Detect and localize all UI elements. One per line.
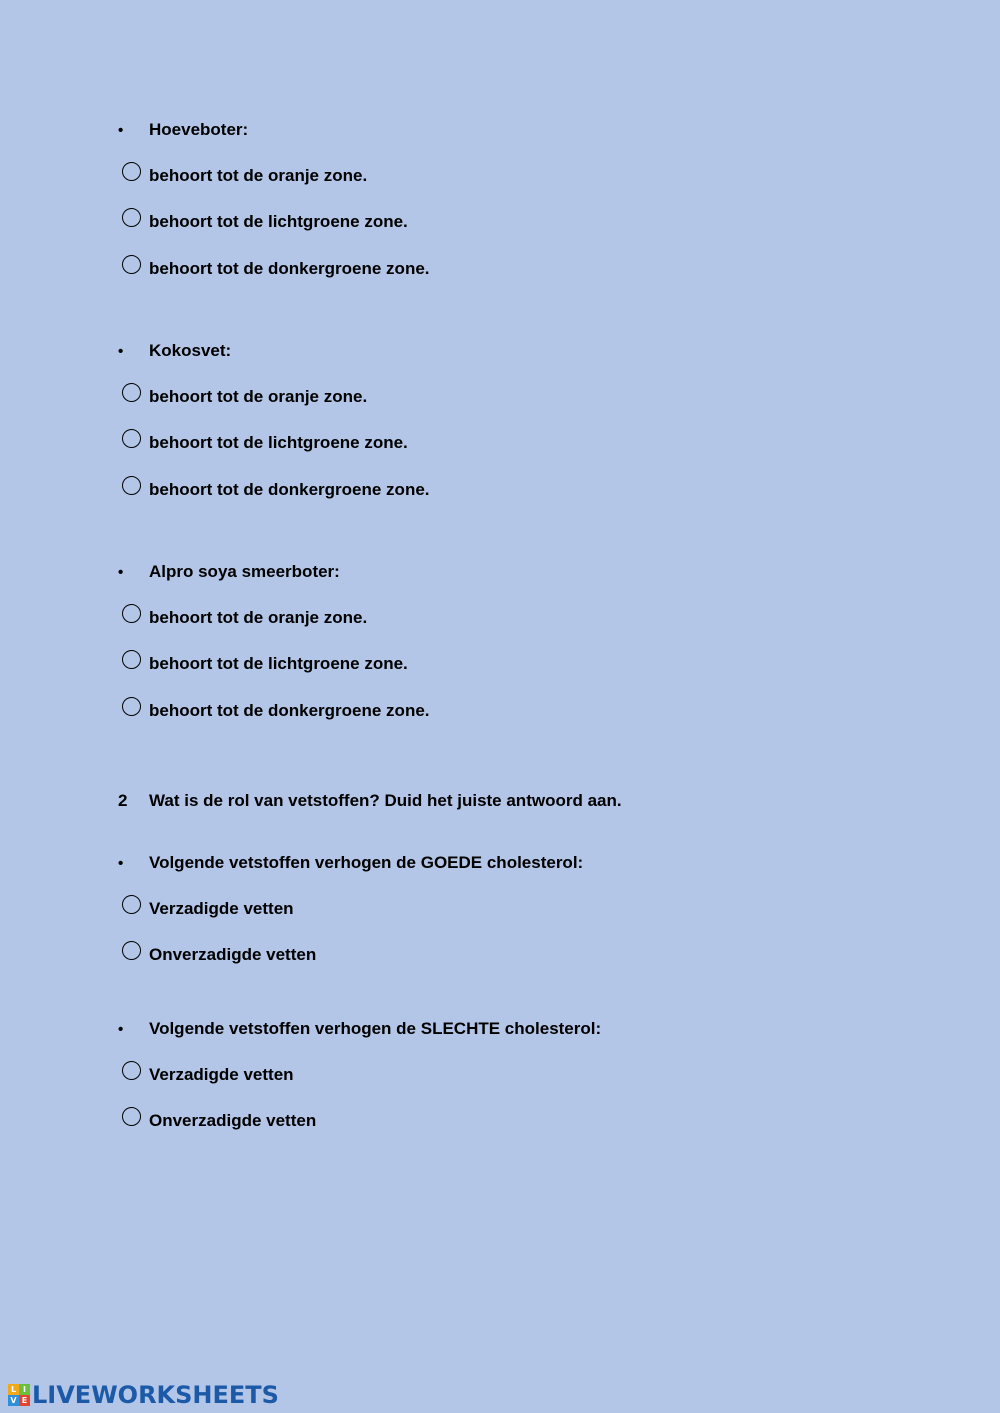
radio-button[interactable] bbox=[122, 429, 141, 448]
radio-button[interactable] bbox=[122, 1107, 141, 1126]
bullet: • bbox=[118, 342, 124, 360]
bullet: • bbox=[118, 563, 124, 581]
option-row[interactable] bbox=[117, 697, 430, 725]
logo-squares-icon bbox=[8, 1384, 30, 1406]
liveworksheets-logo bbox=[8, 1380, 279, 1410]
option-row[interactable] bbox=[117, 476, 430, 504]
option-label: behoort tot de donkergroene zone. bbox=[149, 480, 430, 499]
logo-letter: V bbox=[8, 1395, 19, 1406]
logo-letter: E bbox=[19, 1395, 30, 1406]
logo-letter: L bbox=[8, 1384, 19, 1395]
option-row[interactable] bbox=[117, 208, 408, 236]
question-alpro bbox=[117, 558, 340, 586]
radio-button[interactable] bbox=[122, 650, 141, 669]
radio-button[interactable] bbox=[122, 255, 141, 274]
option-label: Verzadigde vetten bbox=[149, 1065, 294, 1084]
option-row[interactable] bbox=[117, 895, 294, 923]
question-label: Kokosvet: bbox=[149, 341, 232, 360]
logo-letter: I bbox=[19, 1384, 30, 1395]
radio-button[interactable] bbox=[122, 941, 141, 960]
section-2-heading bbox=[117, 787, 622, 815]
bullet: • bbox=[118, 1020, 124, 1038]
option-row[interactable] bbox=[117, 255, 430, 283]
option-label: behoort tot de lichtgroene zone. bbox=[149, 433, 408, 452]
radio-button[interactable] bbox=[122, 1061, 141, 1080]
option-row[interactable] bbox=[117, 383, 367, 411]
section-number: 2 bbox=[118, 791, 128, 810]
option-row[interactable] bbox=[117, 941, 316, 969]
option-label: behoort tot de donkergroene zone. bbox=[149, 701, 430, 720]
question-slechte-cholesterol bbox=[117, 1015, 601, 1043]
option-row[interactable] bbox=[117, 1107, 316, 1135]
option-label: Onverzadigde vetten bbox=[149, 945, 317, 964]
question-label: Hoeveboter: bbox=[149, 120, 249, 139]
question-label: Alpro soya smeerboter: bbox=[149, 562, 340, 581]
question-kokosvet bbox=[117, 337, 231, 365]
logo-text: LIVEWORKSHEETS bbox=[32, 1381, 279, 1409]
option-row[interactable] bbox=[117, 429, 408, 457]
option-label: behoort tot de oranje zone. bbox=[149, 608, 368, 627]
option-label: behoort tot de lichtgroene zone. bbox=[149, 212, 408, 231]
section-title: Wat is de rol van vetstoffen? Duid het juiste antwoord aan. bbox=[149, 791, 622, 810]
question-label: Volgende vetstoffen verhogen de GOEDE cholesterol: bbox=[149, 853, 584, 872]
question-hoeveboter bbox=[117, 116, 248, 144]
radio-button[interactable] bbox=[122, 895, 141, 914]
option-label: behoort tot de donkergroene zone. bbox=[149, 259, 430, 278]
option-row[interactable] bbox=[117, 1061, 294, 1089]
radio-button[interactable] bbox=[122, 476, 141, 495]
option-row[interactable] bbox=[117, 162, 367, 190]
option-label: Verzadigde vetten bbox=[149, 899, 294, 918]
option-row[interactable] bbox=[117, 650, 408, 678]
radio-button[interactable] bbox=[122, 383, 141, 402]
question-label: Volgende vetstoffen verhogen de SLECHTE cholesterol: bbox=[149, 1019, 602, 1038]
option-label: behoort tot de oranje zone. bbox=[149, 387, 368, 406]
option-row[interactable] bbox=[117, 604, 367, 632]
radio-button[interactable] bbox=[122, 162, 141, 181]
question-goede-cholesterol bbox=[117, 849, 583, 877]
radio-button[interactable] bbox=[122, 697, 141, 716]
radio-button[interactable] bbox=[122, 604, 141, 623]
radio-button[interactable] bbox=[122, 208, 141, 227]
option-label: Onverzadigde vetten bbox=[149, 1111, 317, 1130]
bullet: • bbox=[118, 121, 124, 139]
option-label: behoort tot de lichtgroene zone. bbox=[149, 654, 408, 673]
bullet: • bbox=[118, 854, 124, 872]
option-label: behoort tot de oranje zone. bbox=[149, 166, 368, 185]
